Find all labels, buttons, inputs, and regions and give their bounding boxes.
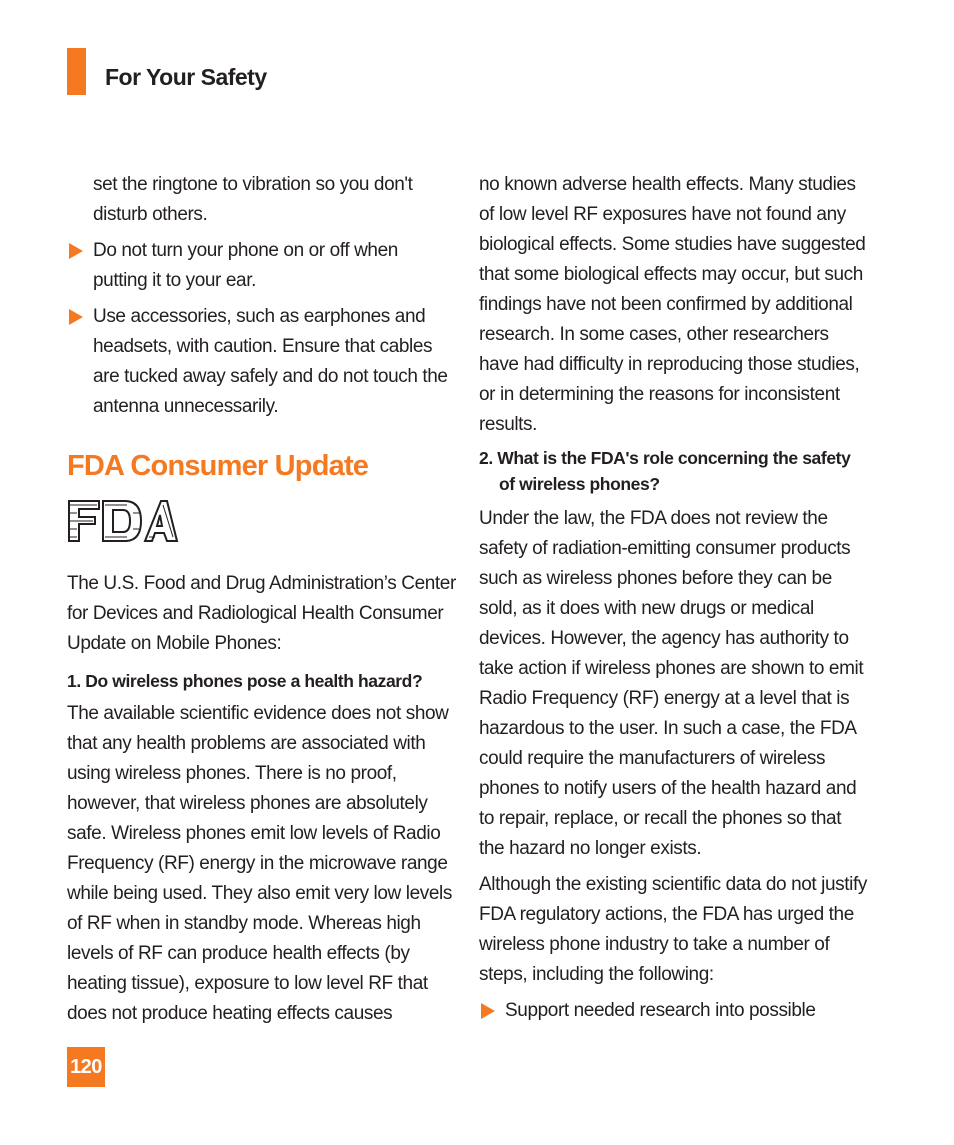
bullet-text: Use accessories, such as earphones and headsets, with caution. Ensure that cables are tucked away safely and do not touch the antenna unnecessarily.: [93, 306, 448, 417]
paragraph-2: Although the existing scientific data do not justify FDA regulatory actions, the FDA has urged the wireless phone industry to take a number of steps, including the following:: [479, 874, 867, 985]
fda-logo-icon: [67, 497, 179, 545]
bullet-item: [67, 302, 457, 422]
answer-2: Under the law, the FDA does not review the safety of radiation-emitting consumer products such as wireless phones before they can be sold, as it does with new drugs or medical devices. However, the agency has authority to take action if wireless phones are shown to emit Radio Frequency (RF) energy at a level that is hazardous to the user. In such a case, the FDA could require the manufacturers of wireless phones to notify users of the health hazard and to repair, replace, or recall the phones so that the hazard no longer exists.: [479, 508, 864, 859]
right-continued-text: no known adverse health effects. Many studies of low level RF exposures have not found any biological effects. Some studies have suggested that some biological effects may occur, but such findings have not been confirmed by additional research. In some cases, other researchers have had difficulty in reproducing those studies, or in determining the reasons for inconsistent results.: [479, 174, 866, 435]
bullet-text: Support needed research into possible: [505, 1000, 816, 1021]
bullet-text: Do not turn your phone on or off when putting it to your ear.: [93, 240, 398, 291]
page-number: 120: [67, 1047, 105, 1087]
right-column: [479, 170, 869, 1026]
bullet-arrow-icon: [69, 309, 83, 325]
fda-logo: [67, 497, 457, 545]
left-continued-text: set the ringtone to vibration so you don't disturb others.: [93, 174, 413, 225]
answer-1: The available scientific evidence does not show that any health problems are associated with using wireless phones. There is no proof, however, that wireless phones are absolutely safe. Wireless phones emit low levels of Radio Frequency (RF) energy in the microwave range while being used. They also emit very low levels of RF when in standby mode. Whereas high levels of RF can produce health effects (by heating tissue), exposure to low level RF that does not produce heating effects causes: [67, 703, 452, 1024]
question-2: 2. What is the FDA's role concerning the safety of wireless phones?: [479, 448, 851, 494]
intro-paragraph: The U.S. Food and Drug Administration’s Center for Devices and Radiological Health Consumer Update on Mobile Phones:: [67, 573, 456, 654]
header-title: For Your Safety: [105, 64, 267, 90]
left-column: [67, 170, 457, 1029]
bullet-item: [67, 236, 457, 296]
question-1: 1. Do wireless phones pose a health hazard?: [67, 671, 423, 691]
bullet-arrow-icon: [481, 1003, 495, 1019]
bullet-arrow-icon: [69, 243, 83, 259]
header-accent-bar: [67, 48, 86, 95]
bullet-item: [479, 996, 869, 1026]
section-title: FDA Consumer Update: [67, 450, 369, 482]
